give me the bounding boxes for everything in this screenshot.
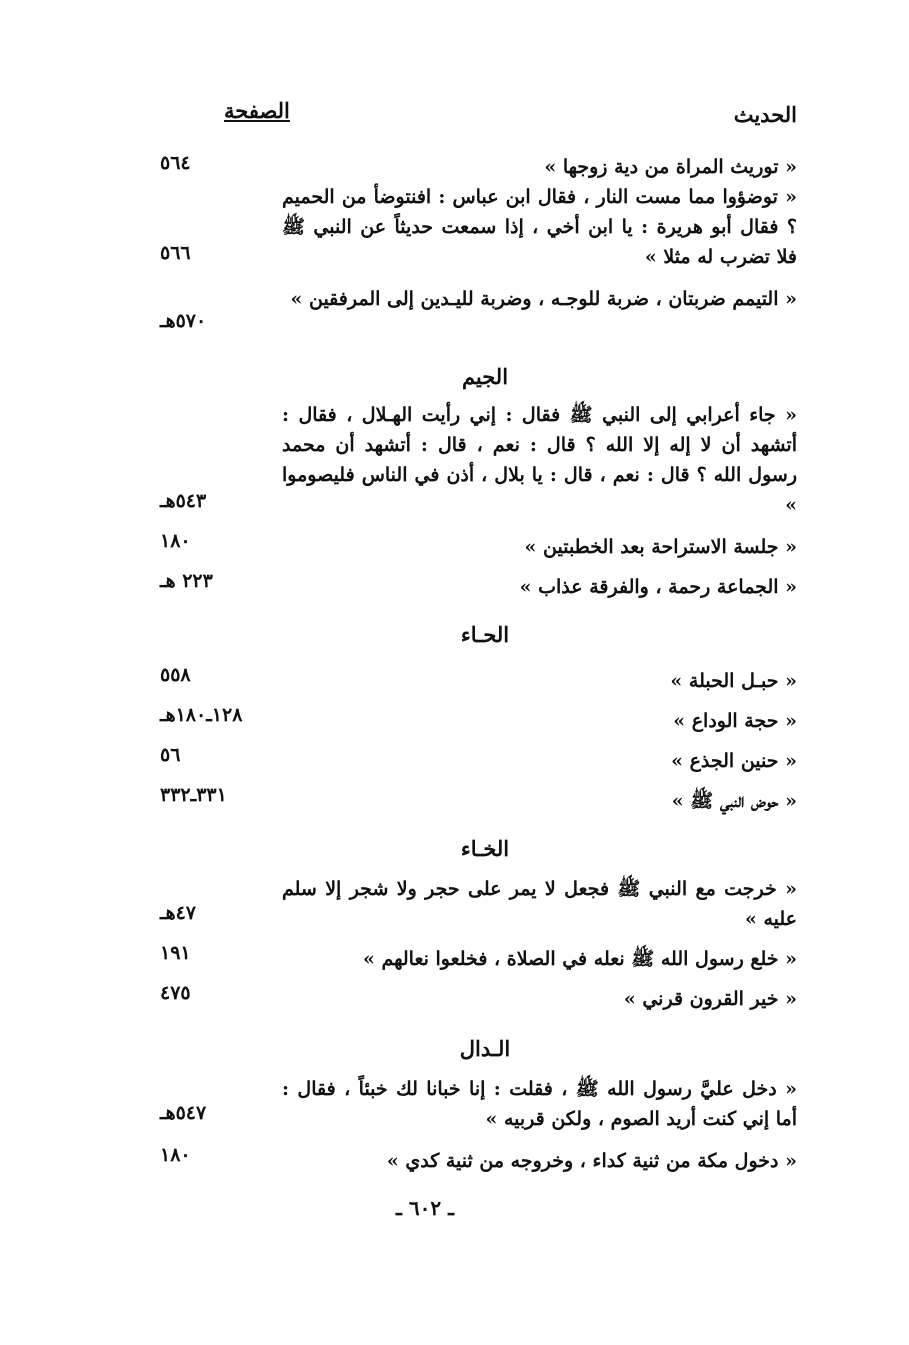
section-heading-dal: الـدال xyxy=(459,1036,511,1061)
hadith-entry-page: ٣٣١ـ٣٣٢ xyxy=(160,784,227,806)
hadith-entry-page: ٥٥٨ xyxy=(160,664,191,686)
hadith-entry-page: ٥٦ xyxy=(160,744,181,766)
hadith-entry-page: ٤٧٥ xyxy=(160,982,191,1004)
hadith-entry-text: « دخول مكة من ثنية كداء ، وخروجه من ثنية كدي » xyxy=(386,1150,797,1172)
hadith-entry-text: « دخل عليَّ رسول الله ﷺ ، فقلت : إنا خبانا لك خبئاً ، فقال : أما إني كنت أريد الصوم ، ولكن قربيه » xyxy=(282,1078,797,1130)
column-header-page: الصفحة xyxy=(224,98,290,123)
hadith-entry-page: ١٨٠ xyxy=(160,1144,191,1166)
section-heading-haa: الحـاء xyxy=(460,622,510,647)
section-heading-jeem: الجيم xyxy=(461,364,509,389)
hadith-entry-page: ١٩١ xyxy=(160,942,191,964)
hadith-entry-text: « توضؤوا مما مست النار ، فقال ابن عباس : افنتوضأ من الحميم ؟ فقال أبو هريرة : يا ابن أخي ، إذا سمعت حديثاً عن النبي ﷺ فلا تضرب له مثلا » xyxy=(282,186,797,268)
hadith-entry-text: « خرجت مع النبي ﷺ فجعل لا يمر على حجر ولا شجر إلا سلم عليه » xyxy=(282,878,797,930)
page-number: ـ ٦٠٢ ـ xyxy=(396,1196,454,1220)
hadith-entry-page: ١٨٠ xyxy=(160,530,191,552)
hadith-entry-text: « جاء أعرابي إلى النبي ﷺ فقال : إني رأيت الهـلال ، فقال : أتشهد أن لا إله إلا الله ؟ قال : نعم ، قال : أتشهد أن محمد رسول الله ؟ قال : نعم ، قال : يا بلال ، أذن في الناس فليصوموا » xyxy=(282,404,797,516)
hadith-entry-text: « جلسة الاستراحة بعد الخطبتين » xyxy=(524,536,797,558)
hadith-entry-page: ٥٧٠هـ xyxy=(160,310,207,332)
hadith-entry-page: ٥٦٤ xyxy=(160,152,191,174)
hadith-entry-page: ٥٦٦ xyxy=(160,242,191,264)
hadith-entry-text: « حجة الوداع » xyxy=(673,710,797,732)
hadith-entry-text: « حنين الجذع » xyxy=(671,750,797,772)
section-heading-khaa: الخـاء xyxy=(460,836,510,861)
hadith-entry-text: « خلع رسول الله ﷺ نعله في الصلاة ، فخلعوا نعالهم » xyxy=(362,948,797,970)
hadith-entry-text: « توريث المراة من دية زوجها » xyxy=(544,156,797,178)
hadith-entry-page: ٤٧هـ xyxy=(160,902,197,924)
hadith-entry-text: « حوض النبي ﷺ » xyxy=(671,790,797,812)
hadith-entry-page: ٥٤٣هـ xyxy=(160,490,207,512)
hadith-entry-text: « حبـل الحبلة » xyxy=(670,670,797,692)
hadith-entry-page: ٥٤٧هـ xyxy=(160,1102,207,1124)
hadith-entry-text: « التيمم ضربتان ، ضربة للوجـه ، وضربة لليـدين إلى المرفقين » xyxy=(290,288,797,310)
column-header-hadith: الحديث xyxy=(733,102,797,127)
hadith-entry-text: « الجماعة رحمة ، والفرقة عذاب » xyxy=(519,576,797,598)
hadith-entry-page: ٢٢٣ هـ xyxy=(160,570,213,592)
hadith-entry-text: « خير القرون قرني » xyxy=(623,988,797,1010)
hadith-entry-page: ١٢٨ـ١٨٠هـ xyxy=(160,704,243,726)
